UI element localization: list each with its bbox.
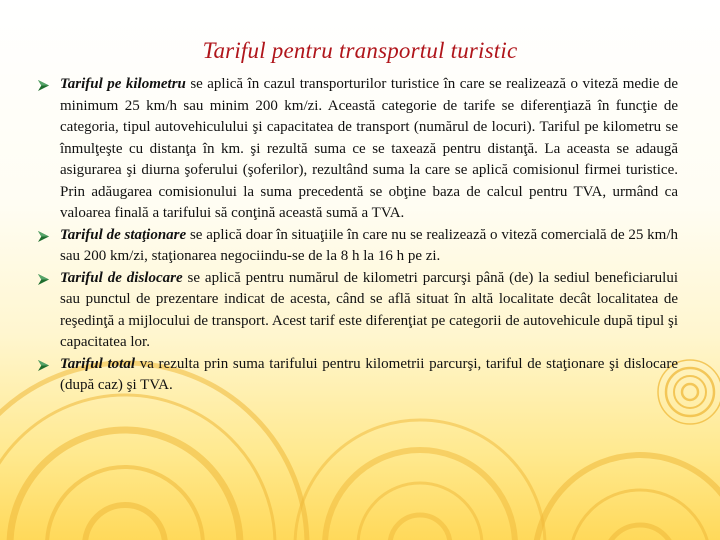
bullet-text: se aplică în cazul transporturilor turistice în care se realizează o viteză medie de minimum 25 km/h sau minim 200 km/zi. Această categorie de tarife se diferenţiază în funcţie de categoria, tipul autovehiculului şi capacitatea de transport (numărul de locuri). Tariful pe kilometru se înmulţeşte cu distanţa în km. şi rezultă suma ce se taxează pentru distanţă. La aceasta se adaugă asigurarea şi diurna şoferului (şoferilor), rezultând suma la care se aplică comisionul firmei turistice. Prin adăugarea comisionului la suma precedentă se obţine baza de calcul pentru TVA, urmând ca valoarea finală a tarifului să conţină această sumă a TVA. <box>60 76 678 221</box>
bullet-list <box>38 74 678 397</box>
bullet-item-relocation-rate <box>38 268 678 354</box>
bullet-term: Tariful de dislocare <box>60 269 183 286</box>
slide-title: Tariful pentru transportul turistic <box>202 38 518 63</box>
arrow-bullet-icon <box>38 274 49 285</box>
bullet-term: Tariful pe kilometru <box>60 76 186 92</box>
bullet-term: Tariful de staţionare <box>60 226 187 243</box>
bullet-item-parking-rate <box>38 225 678 268</box>
bullet-text: va rezulta prin suma tarifului pentru kilometrii parcurşi, tariful de staţionare şi dislocare (după caz) şi TVA. <box>60 355 678 393</box>
arrow-bullet-icon <box>38 231 49 242</box>
ring-cluster-right <box>535 455 720 540</box>
arrow-bullet-icon <box>38 80 49 91</box>
bullet-text: se aplică pentru numărul de kilometri parcurşi până (de) la sediul beneficiarului sau punctul de prezentare indicat de acesta, când se află situat în altă localitate decât localitatea de reşedinţă a mijlocului de transport. Acest tarif este diferenţiat pe categorii de autovehicule după tipul şi capacitatea lor. <box>60 269 679 350</box>
bullet-item-total-rate <box>38 354 678 397</box>
bullet-text: se aplică doar în situaţiile în care nu se realizează o viteză comercială de 25 km/h sau 200 km/zi, staţionarea negociindu-se de la 8 h la 16 h pe zi. <box>60 226 678 264</box>
arrow-bullet-icon <box>38 360 49 371</box>
bullet-term: Tariful total <box>60 355 135 372</box>
ring-cluster-center <box>295 420 545 540</box>
bullet-item-kilometer-rate <box>38 74 678 225</box>
